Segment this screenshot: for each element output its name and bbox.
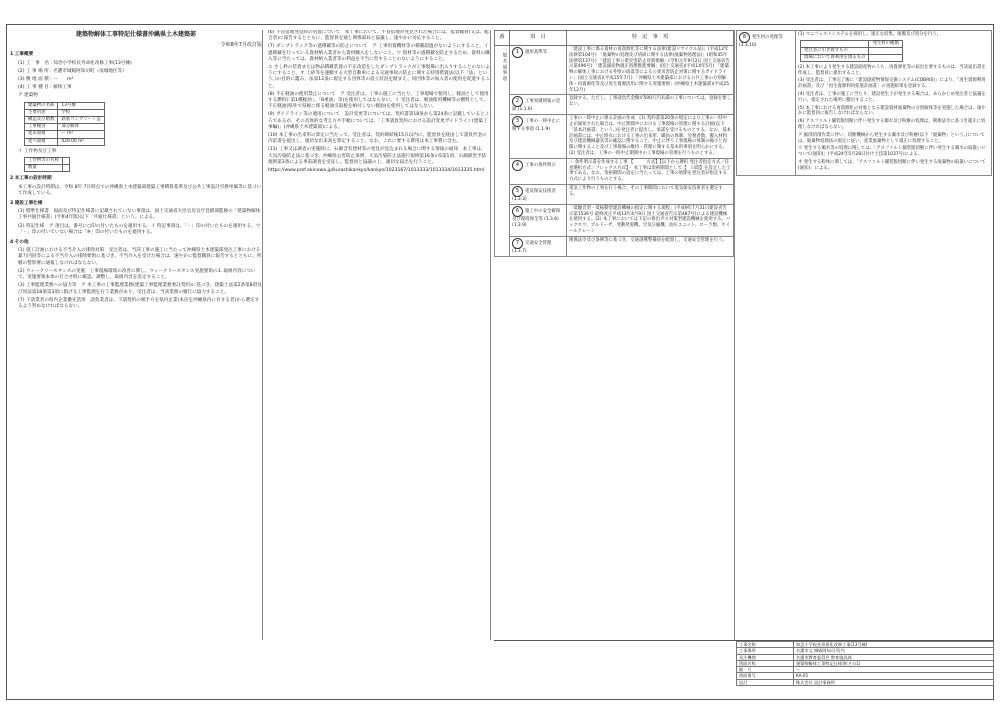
spec-item: 電気保安技術者 (1.3.3) xyxy=(512,188,556,202)
waste-paragraph: (3) 受注者は、工事完了後に「建設副産物情報交換システム(COBRIS)」により、「再生資源利用計画書」及び「再生資源利用促進計画書」の実施結果を登録する。 xyxy=(798,78,986,90)
building-table-cell: 主要用途 xyxy=(25,109,58,116)
work-table-row xyxy=(25,165,70,172)
note-item: エ さし枠の装着または物品積載装置の不正改造をしたダンプトラックが工事現場に出入りすることのないようにすること。オ 土砂等を運搬する大型自動車による交通事故の防止に関する特別措置法(以下「法」という。)の目的に鑑み、法第12条に規定する団体等の設立状況を踏まえ、同団体等の加入者の使用を促進すること。 xyxy=(268,65,490,89)
spec-number: 5 xyxy=(512,186,523,197)
title-value: KA-01 xyxy=(793,673,993,679)
column-general xyxy=(10,30,263,640)
building-table-cell: 延べ面積 xyxy=(25,138,58,145)
waste-paragraph: ア 掘削切削作業に伴い、切断機械から発生する濁水及び粉塵(以下「廃棄物」という。)については、廃棄物処理法の規定に従い、産業廃棄物として適正に処理すること。 xyxy=(798,132,985,144)
building-table xyxy=(24,102,105,146)
spec-number: 1 xyxy=(512,47,523,58)
spec-text-cell: ・ 条件明示書を作成する工事 【 方式】【以下から選択 発注者指定方式／任意選択方式／フレックス方式】・ 本工事は余裕期間として【 日間】を設定した工事である。なお、余裕期間の設定に当たっては、工事の始期を発注者が指定する方式により行うものとする。 xyxy=(567,158,734,184)
section-4-b: (2) ウィークリースタンスの実施 工事現場環境の改善に関し、ウィークリースタンス実施要領の3. 取組内容について、実施要領本体の打合せ時に確認、調整し、取組内容を設定すること。 xyxy=(18,268,256,281)
spec-number: 7 xyxy=(512,238,523,249)
section-4-d: (7) 下請業者の県内企業優先活用 請負業者は、下請契約の相手方を県内企業(本店を沖縄県内に有する者)から選定するよう努めなければならない。 xyxy=(18,297,260,309)
document-title: 建築物解体工事特記仕様書沖縄県土木建築部 xyxy=(75,31,196,38)
waste-row xyxy=(736,30,992,176)
section-1-item: ア 建築物 xyxy=(18,93,38,99)
building-table-row xyxy=(25,117,105,124)
spec-table xyxy=(494,30,734,257)
spec-number: 2 xyxy=(512,96,523,107)
section-3-heading: 3 建設工事仕様 xyxy=(10,201,43,207)
waste-table-row xyxy=(801,54,903,61)
title-label: 設計 xyxy=(737,679,794,685)
waste-intro: (1) マニフェストシステムを採用し、適正な収集、運搬及び処分を行う。 xyxy=(798,32,942,37)
building-table-cell: 延床面積 xyxy=(25,131,58,138)
waste-row-item: 発生材の処理等 (1.3.10) xyxy=(739,35,783,48)
spec-head-item: 項 目 xyxy=(510,31,567,46)
waste-paragraph: オ 発生する粉体に関しては、「アスファルト舗装版切断に伴い発生する廃棄物の取扱いについて(通知)」による。 xyxy=(798,159,986,171)
building-table-row xyxy=(25,131,105,138)
spec-row xyxy=(495,184,734,204)
spec-item-cell xyxy=(510,184,567,204)
title-value: ー xyxy=(793,667,993,673)
spec-item: 工事の条件明示 xyxy=(525,162,556,168)
spec-text-cell: 関係法令及び条例等に基づき、交通誘導警備員を配置し、交通安全管理を行う。 xyxy=(567,236,734,256)
title-value: 株式会社 設計事務所 xyxy=(793,679,993,685)
building-table-cell: 学校 xyxy=(58,109,104,116)
spec-row xyxy=(495,95,734,115)
waste-table-cell: 発注者に引き渡すもの xyxy=(801,47,869,54)
waste-paragraph: (4) 受注者は、工事の施工に当たり、建設発生土が発生する場合は、あらかじめ発注者と協議を行い、指定された場所に搬出すること。 xyxy=(798,91,986,103)
title-value: 名護市文 城殿阿知司 町内 xyxy=(793,648,993,654)
work-table xyxy=(24,157,70,172)
title-value: 名護市教育委員会 教育施設課 xyxy=(793,654,993,660)
title-row xyxy=(737,679,994,685)
spec-text-cell: 「低騒音型・低振動型建設機械の指定に関する規程」(平成9年7月31日建設省告示第1536号 最終改正平成13年4月9日 国土交通省告示第487号)による建設機械を使用する。(2) 本工事においては下記の排出ガス対策型建設機械を使用する。バックホウ、ブルドーザ、発動発電機、空気圧縮機、油圧ユニット、ローラ類、ホイールクレーン xyxy=(567,204,734,236)
note-item: (8) 不正軽油の使用禁止について ア 受注者は、工事の施工に当たり、工事現場で使用し、軽油として使用する燃料(「第1種軽油」、「B重油」等)を使用してはならない。イ 受注者は、軽油使用機械等の燃料として、不正軽油(県外で県税に係る軽油引取税を納付しない軽油)を使用してはならない。 xyxy=(268,91,489,110)
title-label: 縮 尺 xyxy=(737,667,794,673)
bottom-bar xyxy=(494,640,736,701)
spec-item: 施工中の安全確保及び環境保全等 (1.3.6)(1.3.9) xyxy=(512,208,561,228)
waste-table xyxy=(800,40,903,62)
building-table-cell: 429.00 m² xyxy=(58,138,104,145)
spec-row xyxy=(495,158,734,184)
title-label: 工事場所 xyxy=(737,648,794,654)
spec-row xyxy=(495,204,734,236)
title-value: 建築物解体工事特記仕様書(その1) xyxy=(793,660,993,666)
work-table-cell xyxy=(62,158,69,165)
section-3-text: (1) 標準仕様書 図面及び特記仕様書に記載されていない事項は、国土交通省大臣官房官庁営繕部監修の「建築物解体工事共通仕様書」(令和4年版)以下「共通仕様書」という。による。 xyxy=(18,209,261,221)
column-spec-table xyxy=(494,30,735,640)
section-4-c: (3) 工事監理業務への協力等 ア 本工事の工事監理業務(建築工事監理業務委託契約)に基づき、建築士法第2条第8項及び同法第18条第3項に掲げる工事監理を行う業務があり、受注者は、当該業務の履行に協力すること。 xyxy=(18,283,262,295)
waste-row-number: 8 xyxy=(739,32,750,43)
section-2-text: 本工事の設計時期は、令和 8年 7月時点での沖縄県土木建築部建築工事積算基準及び公共工事設計労務単価等に基づいて作成している。 xyxy=(18,184,262,196)
note-item: https://www.pref.okinawa.jp/kurashikankyo/kankyo/1023167/1013333/1013334/1013335.html xyxy=(268,168,485,174)
section-1-after: イ 工作物及び工事 xyxy=(18,148,57,154)
title-label: 工事名称 xyxy=(737,642,794,648)
spec-item: 工事の一時中止に関する事項 (1.1.9) xyxy=(512,119,561,133)
spec-text-cell: 工事の一時中止に係る計画の作成 (1) 契約書第20条の規定により工事の一時中止が通知された場合は、中止期間中における工事現場の管理に関する計画(以下「基本計画書」という。)を発注者に提出し、承諾を受けるものとする。なお、基本計画書には、中止時点における工事の出来形、職員の体制、労務者数、搬入材料及び建設機械器具等の確認に関すること、中止に伴う工事現場の体制の縮小と再開に関すること及び工事現場の維持・管理に関する基本的事項を明らかにする。(2) 受注者は、工事の一時中止期間中の工事現場の管理を行うものとする。 xyxy=(567,115,734,159)
spec-item: 適用基準等 xyxy=(525,50,547,55)
building-table-row xyxy=(25,109,105,116)
note-item: (7) ダンプトラック等の過積載等の防止について ア 工事用資機材等の積載超過がないようにすること。イ 過積載を行っている資材納入業者から資材購入をしないこと。ウ 資材等の過積載を防止するため、資材の購入等に当たっては、資材納入業者等の利益を不当に害することのないようにすること。 xyxy=(268,44,490,62)
waste-paragraph: (6) アスファルト舗装版切断に伴い発生する濁水及び粉塵の処理は、関係法令に基づき適正に処理しなければならない。 xyxy=(798,119,986,130)
building-table-cell: 工事種別 xyxy=(25,124,58,131)
waste-table-row xyxy=(801,47,903,54)
building-table-cell: 建築物の名称 xyxy=(25,102,58,109)
section-1-item: (4) 工 事 種 目 : 解体工事 xyxy=(18,85,72,91)
note-item: (10) 本工事の出来形の算定に当たって、受注者は、契約締結後15日以内に、監督員を経由して請負代金の内訳書を提出し、適切な出来高を算定すること。なお、これに要する費用は本工事費に含む。 xyxy=(268,133,487,145)
building-table-cell: 部分解体 xyxy=(58,124,104,131)
spec-text-cell: 登録する。ただし、工事請負代金額が500万円未満の工事については、登録を要しない。 xyxy=(567,95,734,115)
note-item: (6) 不良借地発見時の処置について 本工事において、不良借地が発見された場合には、監督職員(又は、総合者)に報告するとともに、監督員を通じ関係部局と協議し、速やかに対応すること。 xyxy=(268,30,489,42)
work-table-cell: 工作物等の名称 xyxy=(25,158,63,165)
section-1-item: (3) 敷 地 面 積 : ー m² xyxy=(18,77,74,83)
work-table-row xyxy=(25,158,70,165)
note-item: (11) 工事又は調査の実施時に、石綿含有建材等の発見が見込まれる場合に関する情報の通知 本工事は、大気汚染防止法に基づき、沖縄県公害防止条例、大気汚染防止法施行規則第16条の5第1項、石綿障害予防規則第3条による事前調査を受託し、監督員と協議の上、適切な届出を行うこと。 xyxy=(268,147,487,165)
spec-item-cell xyxy=(510,115,567,159)
spec-item-cell xyxy=(510,46,567,95)
spec-item: 交通安全管理 (1.3.7) xyxy=(512,240,552,254)
waste-table-cell xyxy=(869,47,902,54)
waste-paragraph: (5) 本工事における再資源化の対象となる建設資材廃棄物の分別解体等を実施した場合は、速やかに監督員に報告しなければならない。 xyxy=(798,105,986,117)
waste-paragraph: ウ 発生する濁水等の処理に関しては、「アスファルト舗装版切断に伴い発生する濁水の取扱いについて(通知)」(平成24年5月28日付け土技第1037号)による。 xyxy=(798,146,986,158)
section-3-b: (2) 特記仕様 ア 項目は、番号に○印の付いたものを適用する。イ 特記事項は、「・」印の付いたものを適用する。ウ 「・」印の付いていない場合は「※」印の付いたものを適用する。 xyxy=(18,223,261,235)
building-table-row xyxy=(25,138,105,145)
spec-item: 工事実績情報の登録 (1.1.6) xyxy=(512,99,561,113)
building-table-row xyxy=(25,124,105,131)
spec-text-cell: 「建設工事に係る資材の再資源化等に関する法律(建設リサイクル法)」(平成12年法律第104号) 「廃棄物の処理及び清掃に関する法律(廃棄物処理法)」(昭和45年法律第137号) 「建設工事公衆災害防止対策要綱」(令和元年9月2日 国土交通省告示第496号) 「建設副産物適正処理推進要綱」(国土交通省)(平成14年5月) 「建築物の解体工事における外壁の崩落等による公衆災害防止対策に関するガイドライン」(国土交通省)(平成15年7月) 「沖縄県土木建築部における公共工事の分別解体・再資源化等及び再生資源活用に関する実施要領」(沖縄県土木建築部)(平成25年12月) xyxy=(567,46,734,95)
work-table-cell xyxy=(62,165,69,172)
title-label: 図面番号 xyxy=(737,673,794,679)
section-4-heading: 4 その他 xyxy=(10,240,29,246)
section-1-items xyxy=(10,61,262,100)
building-table-cell: 鉄筋コンクリート造 xyxy=(58,117,104,124)
section-1-item: (1) 工 事 名 : 知念小学校長寿命化改修工事(13号棟) xyxy=(18,60,132,66)
spec-number: 4 xyxy=(512,160,523,171)
building-table-cell: 構造及び階数 xyxy=(25,117,58,124)
spec-number: 3 xyxy=(512,116,523,127)
spec-row xyxy=(495,46,734,95)
spec-item-cell xyxy=(510,236,567,256)
spec-item-cell xyxy=(510,95,567,115)
spec-row xyxy=(495,236,734,256)
building-table-row xyxy=(25,102,105,109)
spec-item-cell xyxy=(510,204,567,236)
section-1-item: (2) 工 事 場 所 : 名護市城殿阿知司町（南城地区等） xyxy=(18,68,127,74)
work-table-cell: 数量 xyxy=(25,165,63,172)
waste-table-cell: 現場において再利用を図るもの xyxy=(801,54,869,61)
column-waste xyxy=(736,30,992,640)
title-block xyxy=(736,640,994,701)
waste-paragraph: (2) 本工事により発生する建設副産物のうち、再資源化等の届出を要するものは、当該届出書を作成し、監督員に提出すること。 xyxy=(798,64,986,76)
waste-body xyxy=(798,65,989,172)
building-table-cell: 13号棟 xyxy=(58,102,104,109)
spec-item-cell xyxy=(510,158,567,184)
section-2-heading: 2 本工事の設計時期 xyxy=(10,176,52,182)
waste-table-cell: 発生材の種類 xyxy=(869,40,902,47)
spec-side-label: 一 般 共 通 事 項 xyxy=(502,47,507,81)
title-label: 図面名称 xyxy=(737,660,794,666)
spec-head-no: 番 xyxy=(495,31,510,46)
column-notes xyxy=(268,30,491,640)
spec-no-cell xyxy=(495,46,510,257)
title-label: 発注機関 xyxy=(737,654,794,660)
waste-table-cell xyxy=(869,54,902,61)
spec-row xyxy=(495,115,734,159)
spec-number: 6 xyxy=(512,206,523,217)
section-1-heading: 1 工事概要 xyxy=(10,52,34,58)
spec-text-cell: 電気工作物の工事を行う場合、その工事期間において電気保安技術者を選定する。 xyxy=(567,184,734,204)
section-4-text: (1) 施工計画における不当介入の排除対策 受注者は、当該工事の施工に当たって沖縄県土木建築部発注工事における暴力団員等による不当介入の排除要領に基づき、不当介入を受けた場合は、速やかに監督職員に報告するとともに、所轄の警察署に通報しなければならない。 xyxy=(18,248,262,266)
waste-table-cell xyxy=(801,40,869,47)
revision-date: 令和8年7月改訂版 xyxy=(220,42,262,49)
title-value: 知念小学校長寿命化改修工事(13号棟) xyxy=(793,642,993,648)
note-item: (9) ガイドライン等の適用について 設計変更等については、契約書第18条から第24条に記載しているところであるが、その具体的な考え方や手順については、「工事請負契約における設計変更ガイドライン(建築工事編)」(沖縄県土木建築部)による。 xyxy=(268,112,490,130)
waste-table-row xyxy=(801,40,903,47)
building-table-cell: ー m² xyxy=(58,131,104,138)
spec-head-text: 特 記 事 項 xyxy=(567,31,734,46)
